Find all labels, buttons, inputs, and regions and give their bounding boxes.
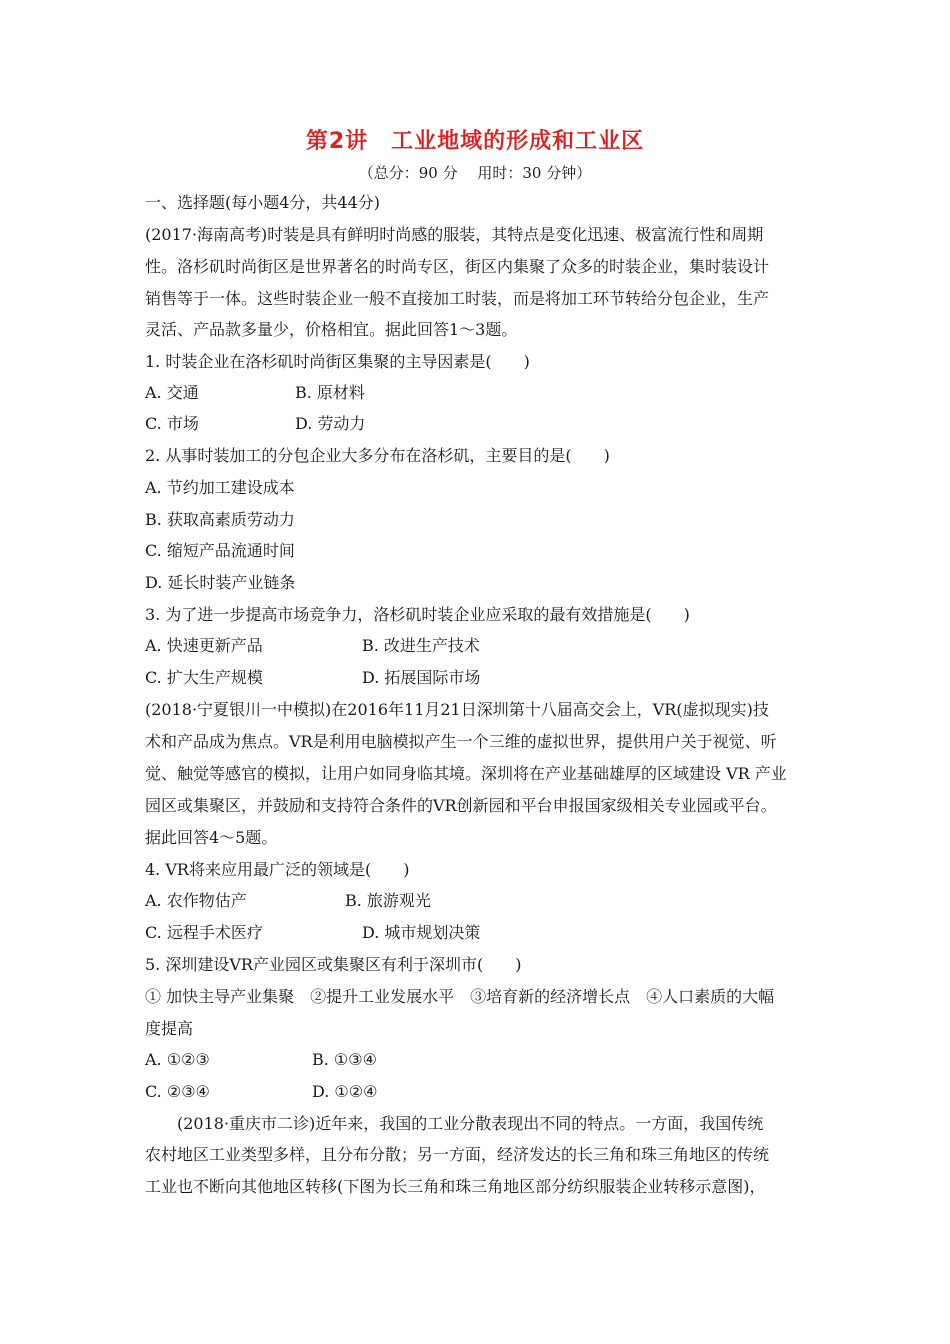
q1-option-d: D. 劳动力 <box>295 414 366 433</box>
passage2-line: 园区或集聚区，并鼓励和支持符合条件的VR创新园和平台申报国家级相关专业园或平台。 <box>145 796 777 815</box>
q2-option-c: C. 缩短产品流通时间 <box>145 541 295 560</box>
passage2-line: 术和产品成为焦点。VR是利用电脑模拟产生一个三维的虚拟世界，提供用户关于视觉、听 <box>145 732 777 751</box>
q3-option-b: B. 改进生产技术 <box>362 636 480 655</box>
question-5-stem: 5. 深圳建设VR产业园区或集聚区有利于深圳市( ) <box>145 955 522 974</box>
q1-option-c: C. 市场 <box>145 414 199 433</box>
q5-option-a: A. ①②③ <box>145 1050 210 1069</box>
q3-option-d: D. 拓展国际市场 <box>362 668 481 687</box>
q2-option-a: A. 节约加工建设成本 <box>145 478 295 497</box>
q5-option-b: B. ①③④ <box>312 1050 377 1069</box>
question-4-stem: 4. VR将来应用最广泛的领域是( ) <box>145 860 410 879</box>
question-2-stem: 2. 从事时装加工的分包企业大多分布在洛杉矶，主要目的是( ) <box>145 446 610 465</box>
passage1-line: 灵活、产品款多量少，价格相宜。据此回答1～3题。 <box>145 320 518 339</box>
q5-option-d: D. ①②④ <box>312 1082 378 1101</box>
page-subtitle: （总分：90 分 用时：30 分钟） <box>358 164 592 182</box>
question-1-stem: 1. 时装企业在洛杉矶时尚街区集聚的主导因素是( ) <box>145 352 530 371</box>
passage2-line: (2018·宁夏银川一中模拟)在2016年11月21日深圳第十八届高交会上，VR(虚拟现实)技 <box>145 700 769 719</box>
q3-option-a: A. 快速更新产品 <box>145 636 263 655</box>
section-heading: 一、选择题(每小题4分，共44分) <box>145 193 381 212</box>
q4-option-b: B. 旅游观光 <box>345 891 431 910</box>
q4-option-a: A. 农作物估产 <box>145 891 247 910</box>
passage2-line: 觉、触觉等感官的模拟，让用户如同身临其境。深圳将在产业基础雄厚的区域建设 VR 产业 <box>145 764 787 783</box>
passage1-line: (2017·海南高考)时装是具有鲜明时尚感的服装，其特点是变化迅速、极富流行性和周期 <box>145 225 764 244</box>
question-3-stem: 3. 为了进一步提高市场竞争力，洛杉矶时装企业应采取的最有效措施是( ) <box>145 605 690 624</box>
page-title: 第2讲 工业地域的形成和工业区 <box>305 129 645 154</box>
q4-option-d: D. 城市规划决策 <box>362 923 481 942</box>
passage2-line: 据此回答4～5题。 <box>145 828 278 847</box>
q1-option-a: A. 交通 <box>145 383 199 402</box>
q5-option-c: C. ②③④ <box>145 1082 210 1101</box>
q1-option-b: B. 原材料 <box>295 383 365 402</box>
q3-option-c: C. 扩大生产规模 <box>145 668 263 687</box>
passage1-line: 性。洛杉矶时尚街区是世界著名的时尚专区，街区内集聚了众多的时装企业，集时装设计 <box>145 257 770 276</box>
q2-option-d: D. 延长时装产业链条 <box>145 573 296 592</box>
q4-option-c: C. 远程手术医疗 <box>145 923 263 942</box>
passage1-line: 销售等于一体。这些时装企业一般不直接加工时装，而是将加工环节转给分包企业，生产 <box>145 289 770 308</box>
passage3-line: (2018·重庆市二诊)近年来，我国的工业分散表现出不同的特点。一方面，我国传统 <box>177 1114 764 1133</box>
passage3-line: 工业也不断向其他地区转移(下图为长三角和珠三角地区部分纺织服装企业转移示意图)， <box>145 1177 766 1196</box>
passage3-line: 农村地区工业类型多样，且分布分散；另一方面，经济发达的长三角和珠三角地区的传统 <box>145 1145 770 1164</box>
q2-option-b: B. 获取高素质劳动力 <box>145 510 295 529</box>
q5-items-line: ① 加快主导产业集聚 ②提升工业发展水平 ③培育新的经济增长点 ④人口素质的大幅 <box>145 987 775 1006</box>
q5-items-line: 度提高 <box>145 1019 194 1038</box>
